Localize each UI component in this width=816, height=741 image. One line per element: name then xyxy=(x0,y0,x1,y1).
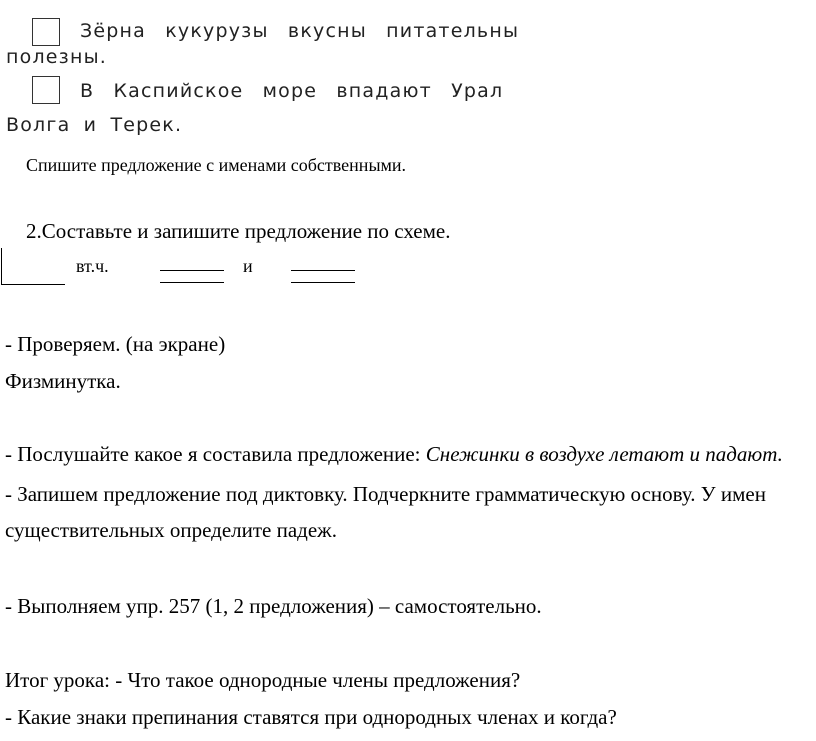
listen-prefix: - Послушайте какое я составила предложение: xyxy=(5,442,426,466)
option-2-checkbox[interactable] xyxy=(32,76,60,104)
option-2-line2: Волга и Терек. xyxy=(6,114,183,136)
dictation-line-1: - Запишем предложение под диктовку. Подчеркните грамматическую основу. У имен xyxy=(5,482,766,506)
option-2-line1: В Каспийское море впадают Урал xyxy=(80,80,504,102)
option-1-checkbox[interactable] xyxy=(32,18,60,46)
scheme-word-vtch: вт.ч. xyxy=(76,256,109,276)
check-line: - Проверяем. (на экране) xyxy=(5,332,226,356)
scheme-blank-2a xyxy=(160,270,224,271)
task1-instruction: Спишите предложение с именами собственными. xyxy=(26,155,407,175)
summary-line-2: - Какие знаки препинания ставятся при однородных членах и когда? xyxy=(5,705,617,729)
dictation-line-2: существительных определите падеж. xyxy=(5,518,337,542)
scheme-blank-3b xyxy=(291,282,355,283)
summary-line-1: Итог урока: - Что такое однородные члены предложения? xyxy=(5,668,521,692)
exercise-line: - Выполняем упр. 257 (1, 2 предложения) – самостоятельно. xyxy=(5,594,542,618)
listen-sentence: Снежинки в воздухе летают и падают. xyxy=(425,442,783,466)
option-1-line1: Зёрна кукурузы вкусны питательны xyxy=(80,20,520,42)
listen-line xyxy=(5,442,783,467)
option-1-line2: полезны. xyxy=(6,46,108,68)
task2-heading: 2.Составьте и запишите предложение по схеме. xyxy=(26,219,451,243)
scheme-blank-3a xyxy=(291,270,355,271)
scheme-blank-1 xyxy=(1,284,65,285)
scheme-blank-2b xyxy=(160,282,224,283)
fizminutka-line: Физминутка. xyxy=(5,369,121,393)
scheme-left-bar xyxy=(1,248,2,285)
scheme-word-i: и xyxy=(243,256,253,276)
